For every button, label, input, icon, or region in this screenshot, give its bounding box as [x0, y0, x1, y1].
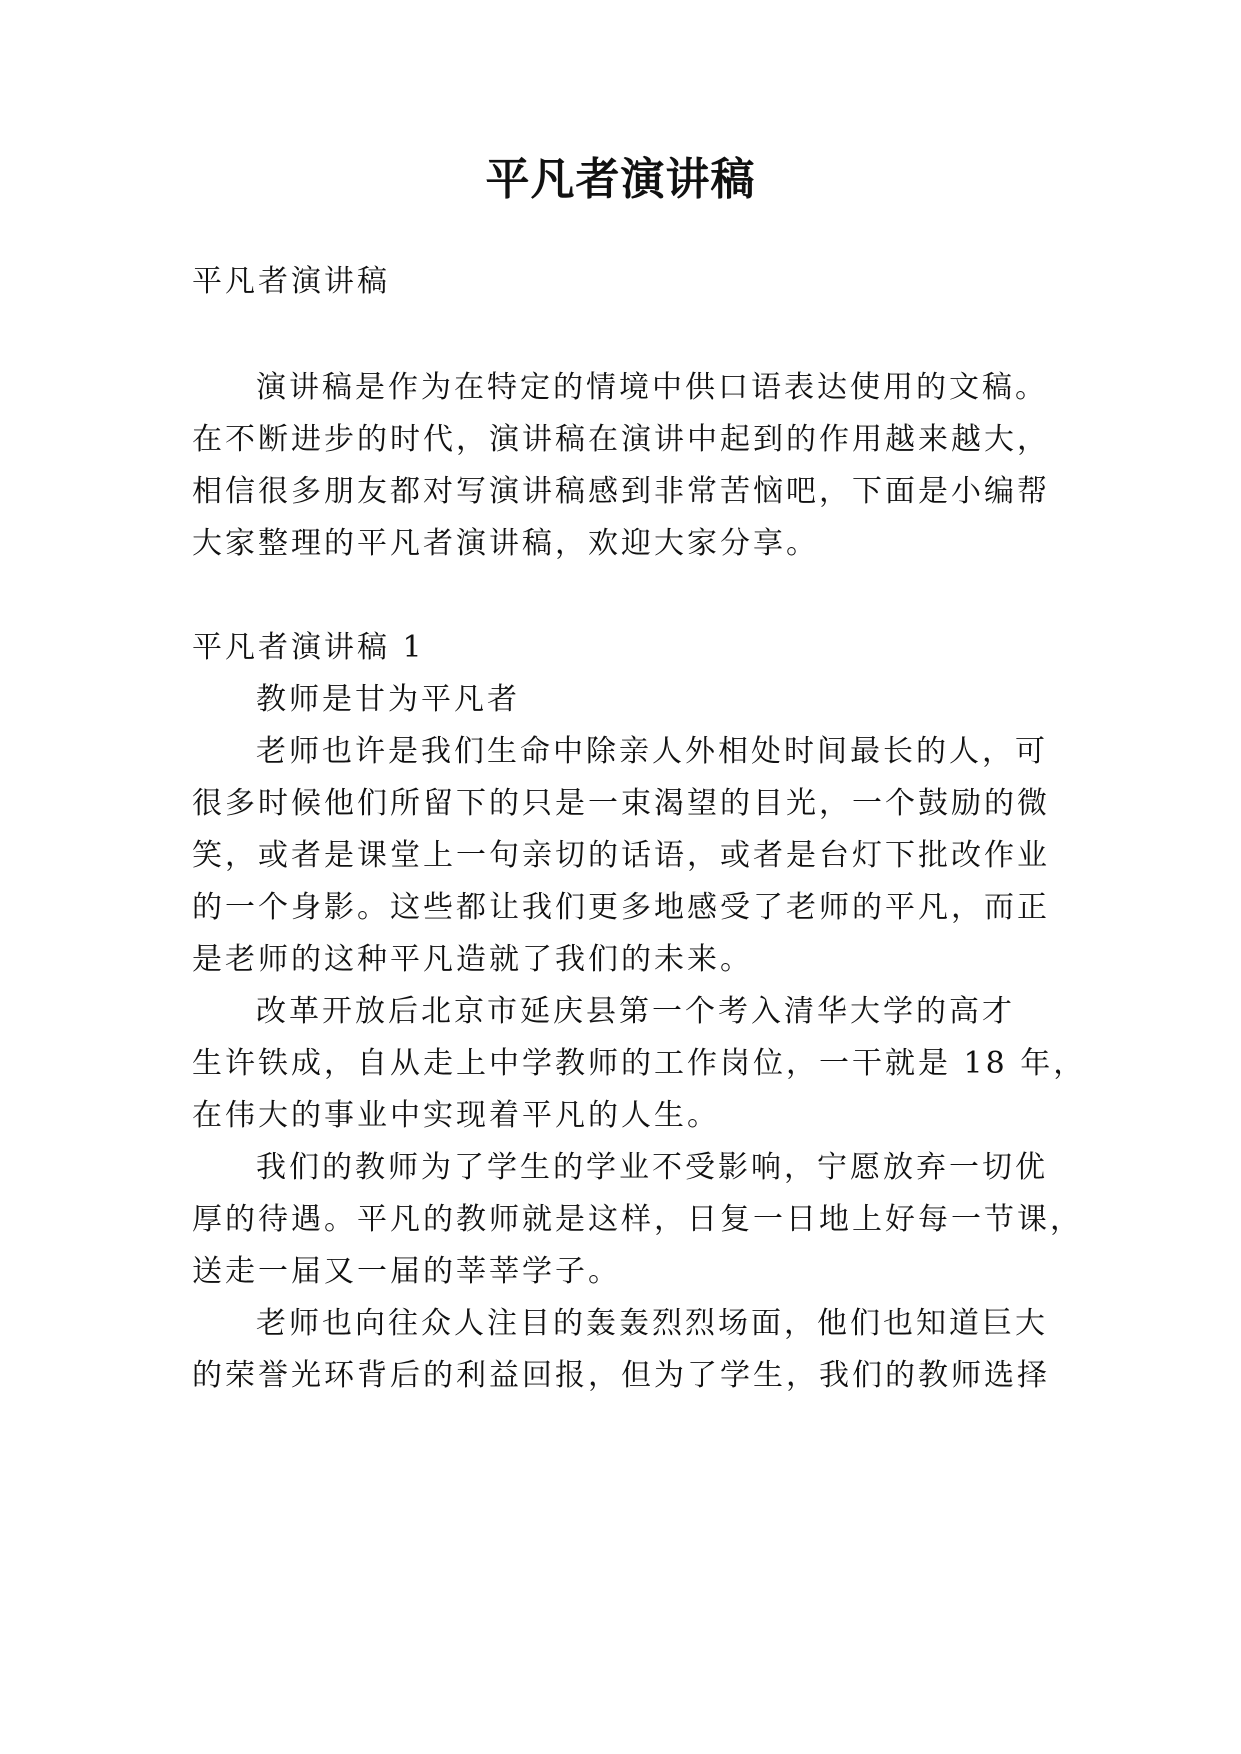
body-line: 的荣誉光环背后的利益回报，但为了学生，我们的教师选择: [192, 1358, 1050, 1393]
body-line: 我们的教师为了学生的学业不受影响，宁愿放弃一切优: [256, 1150, 1048, 1185]
body-line: 在伟大的事业中实现着平凡的人生。: [192, 1098, 720, 1133]
body-line: 送走一届又一届的莘莘学子。: [192, 1254, 621, 1289]
body-line: 改革开放后北京市延庆县第一个考入清华大学的高才: [256, 994, 1015, 1029]
body-line: 很多时候他们所留下的只是一束渴望的目光，一个鼓励的微: [192, 786, 1050, 821]
body-line: 笑，或者是课堂上一句亲切的话语，或者是台灯下批改作业: [192, 838, 1050, 873]
intro-line: 大家整理的平凡者演讲稿，欢迎大家分享。: [192, 526, 819, 561]
body-line: 的一个身影。这些都让我们更多地感受了老师的平凡，而正: [192, 890, 1050, 925]
body-line: 老师也许是我们生命中除亲人外相处时间最长的人，可: [256, 734, 1048, 769]
intro-line: 在不断进步的时代，演讲稿在演讲中起到的作用越来越大，: [192, 422, 1050, 457]
body-line: 生许铁成，自从走上中学教师的工作岗位，一干就是 18 年，: [192, 1046, 1087, 1081]
body-line: 是老师的这种平凡造就了我们的未来。: [192, 942, 753, 977]
body-line: 老师也向往众人注目的轰轰烈烈场面，他们也知道巨大: [256, 1306, 1048, 1341]
document-subtitle: 平凡者演讲稿: [192, 264, 390, 299]
intro-line: 相信很多朋友都对写演讲稿感到非常苦恼吧，下面是小编帮: [192, 474, 1050, 509]
intro-line: 演讲稿是作为在特定的情境中供口语表达使用的文稿。: [256, 370, 1048, 405]
section-heading: 平凡者演讲稿 1: [192, 630, 425, 665]
section-subtitle: 教师是甘为平凡者: [256, 682, 520, 717]
document-title: 平凡者演讲稿: [485, 154, 756, 205]
body-line: 厚的待遇。平凡的教师就是这样，日复一日地上好每一节课，: [192, 1202, 1083, 1237]
